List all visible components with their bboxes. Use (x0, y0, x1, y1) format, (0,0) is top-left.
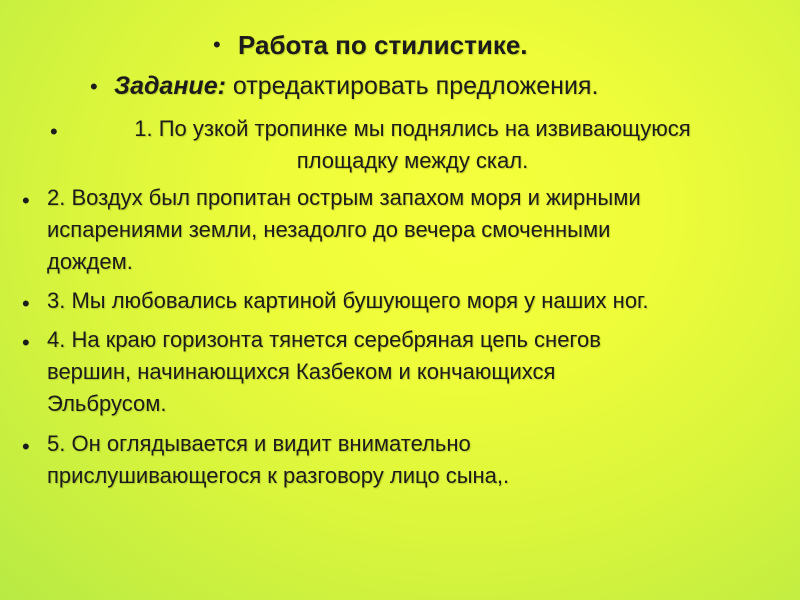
sentence-3 (47, 285, 649, 317)
bullet-icon: • (22, 291, 30, 316)
task-text: отредактировать предложения. (225, 72, 599, 100)
sentence-4-line-1: 4. На краю горизонта тянется серебряная цепь снегов (47, 327, 601, 352)
sentence-3-line-1: 3. Мы любовались картиной бушующего моря у наших ног. (47, 288, 649, 313)
bullet-icon: • (90, 74, 98, 99)
bullet-icon: • (22, 188, 30, 213)
slide-title: Работа по стилистике. (238, 30, 528, 60)
sentence-4-line-2: вершин, начинающихся Казбеком и кончающихся (47, 359, 556, 384)
sentence-4 (47, 324, 601, 420)
sentence-1-line-2: площадку между скал. (296, 148, 529, 173)
sentence-2 (47, 182, 641, 278)
sentence-5 (47, 428, 509, 492)
sentence-2-line-3: дождем. (47, 249, 133, 274)
sentence-1-line-1: 1. По узкой тропинке мы поднялись на извивающуюся (134, 116, 691, 141)
sentence-2-line-1: 2. Воздух был пропитан острым запахом моря и жирными (47, 185, 641, 210)
bullet-icon: • (22, 330, 30, 355)
bullet-icon: • (22, 434, 30, 459)
bullet-icon: • (50, 119, 58, 144)
sentence-5-line-2: прислушивающегося к разговору лицо сына,. (47, 463, 510, 488)
task-line (114, 72, 598, 101)
bullet-icon: • (213, 32, 221, 57)
sentence-5-line-1: 5. Он оглядывается и видит внимательно (47, 431, 471, 456)
task-label: Задание: (114, 72, 226, 100)
sentence-4-line-3: Эльбрусом. (47, 391, 167, 416)
sentence-1 (75, 113, 750, 177)
sentence-2-line-2: испарениями земли, незадолго до вечера смоченными (47, 217, 611, 242)
